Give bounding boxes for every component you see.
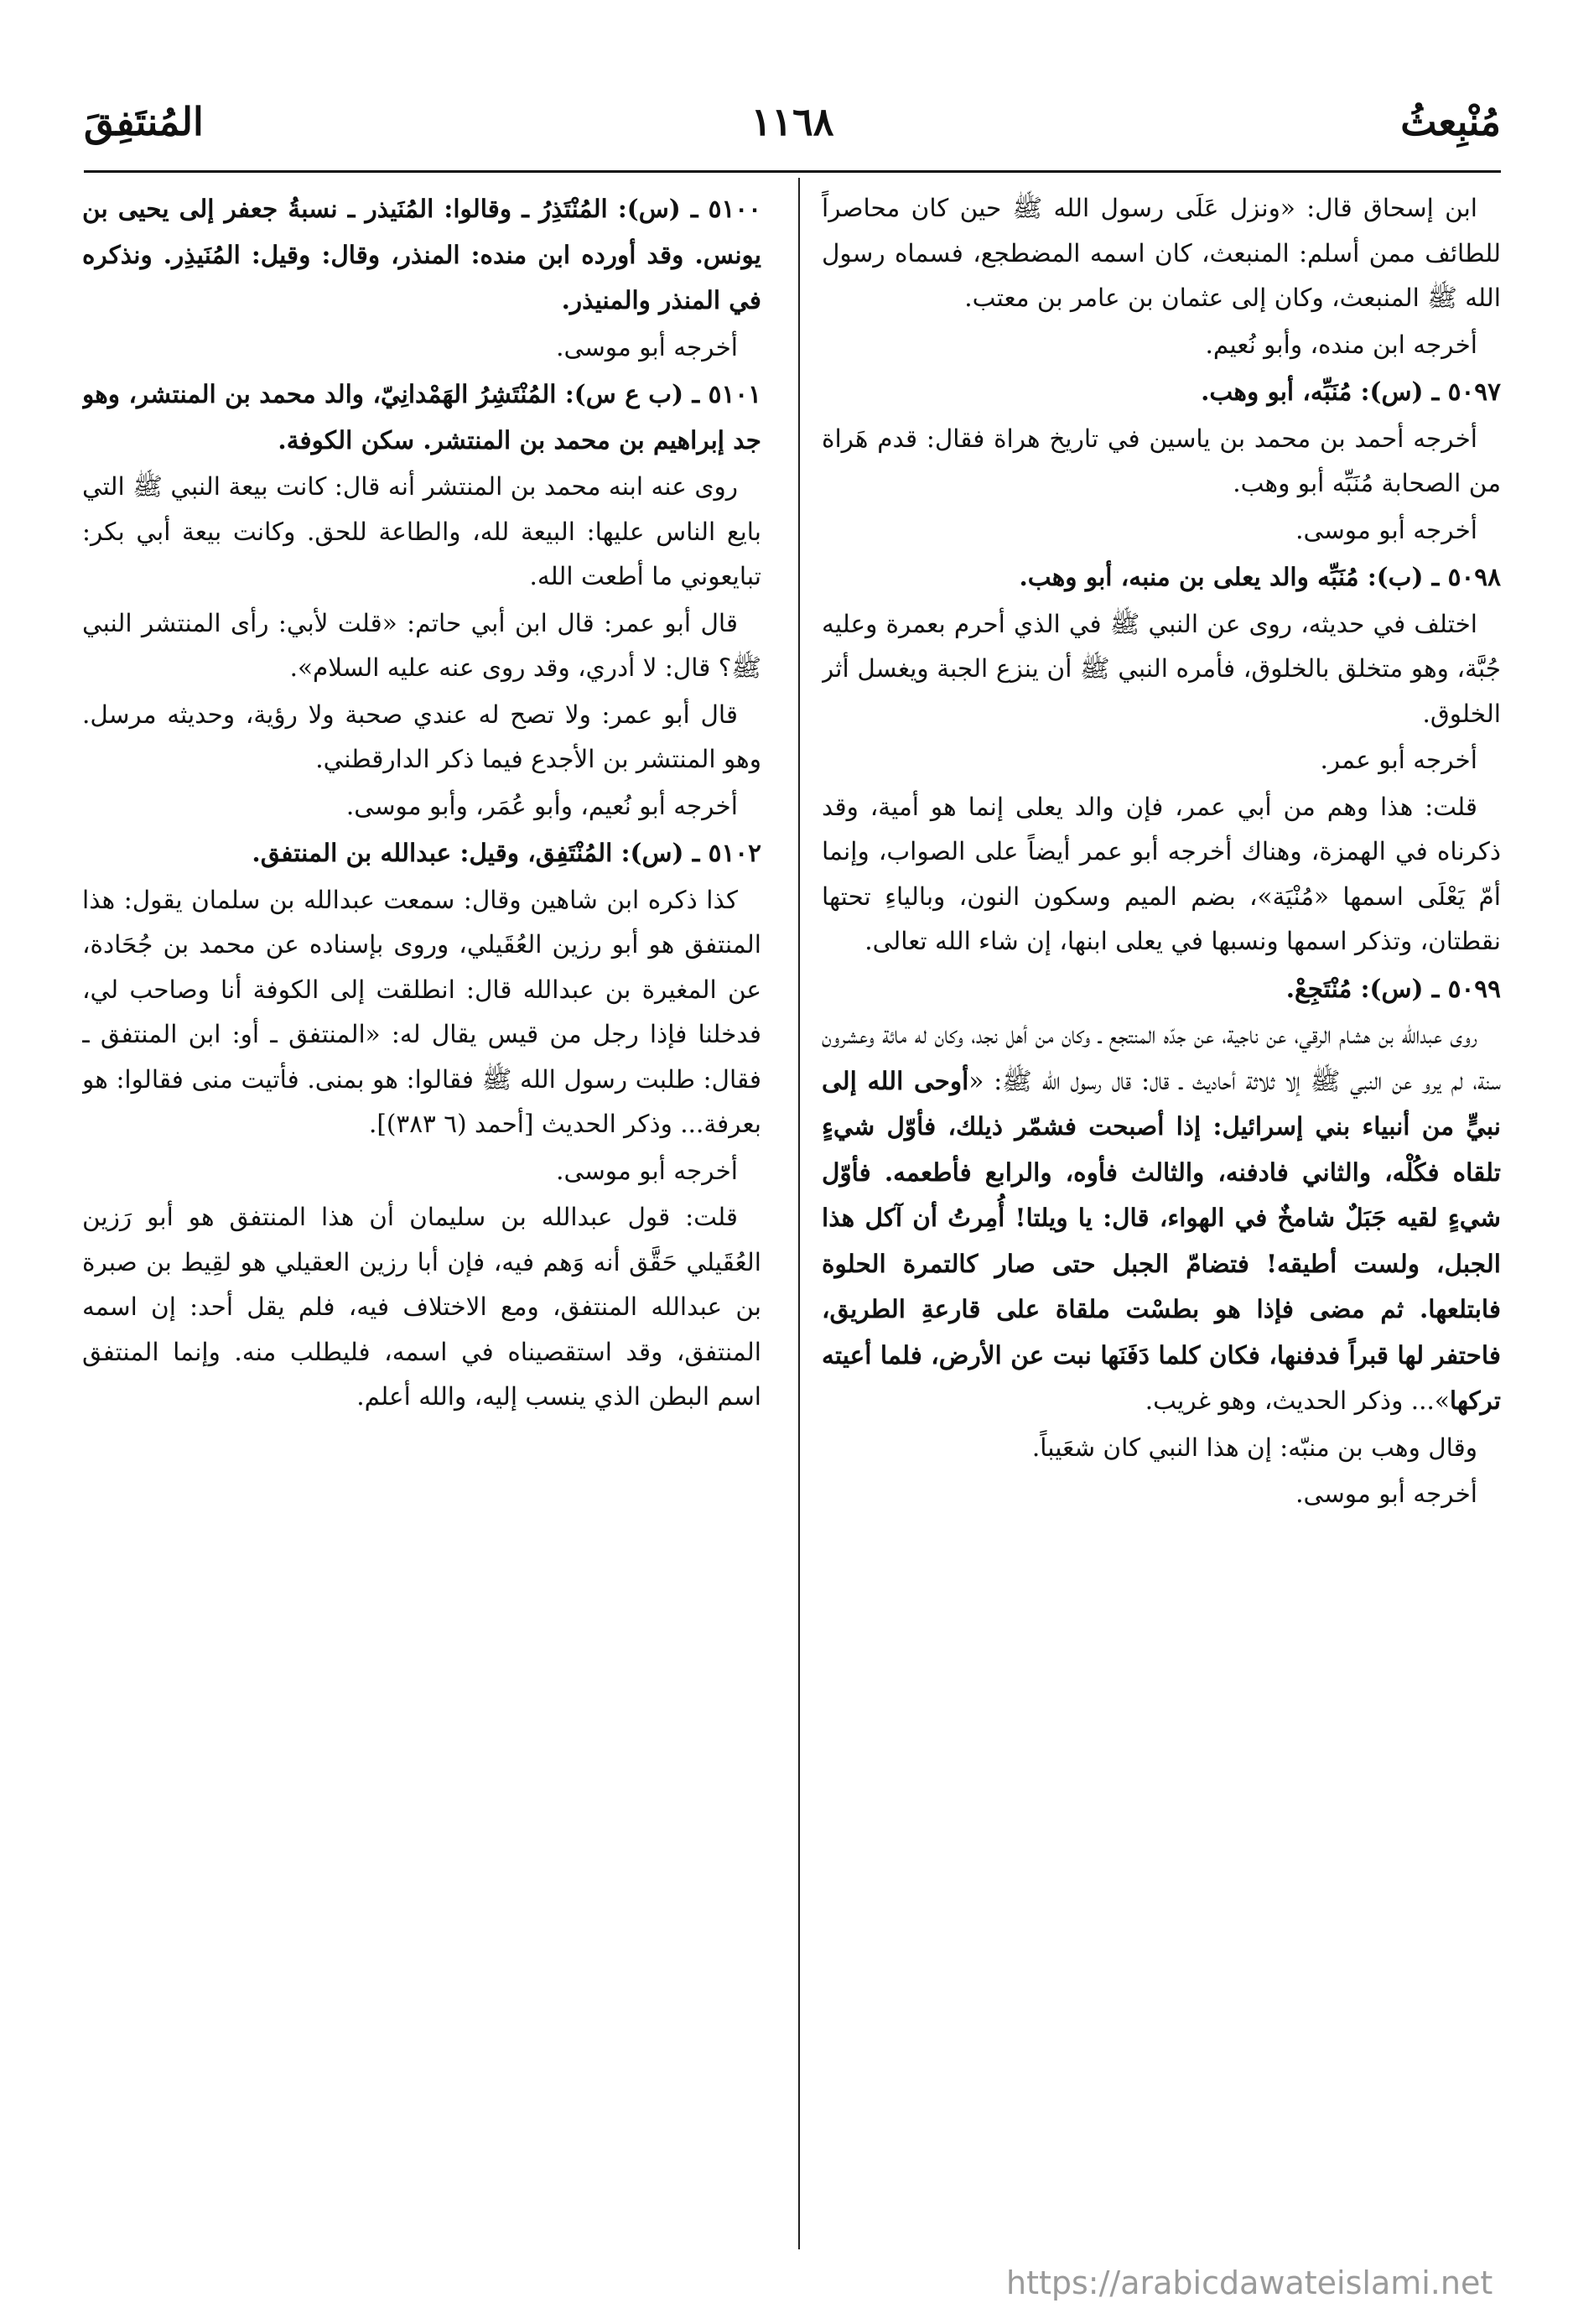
paragraph-text: ابن إسحاق قال: «ونزل عَلَى رسول الله ﷺ حين كان محاصراً للطائف ممن أسلم: المنبعث، كان اسمه المضطجع، فسماه رسول الله ﷺ المنبعث، وكان إلى عثمان بن عامر بن معتب.: [822, 194, 1501, 312]
right-column: [822, 186, 1501, 2258]
entry-number: ٥١٠٠: [708, 194, 761, 223]
paragraph-text: وقال وهب بن منبّه: إن هذا النبي كان شعَيباً.: [1031, 1432, 1477, 1462]
paragraph: [82, 325, 761, 371]
paragraph: [822, 602, 1501, 737]
header-rule: [84, 170, 1501, 173]
paragraph: [822, 738, 1501, 783]
paragraph-text: أخرجه أبو موسى.: [1295, 515, 1477, 544]
paragraph-tail: »... وذكر الحديث، وهو غريب.: [1145, 1386, 1450, 1415]
paragraph-text: قال أبو عمر: قال ابن أبي حاتم: «قلت لأبي: رأى المنتشر النبي ﷺ؟ قال: لا أدري، وقد روى عنه عليه السلام».: [82, 608, 761, 682]
paragraph-text: روى عبدالله بن هشام الرقي، عن ناجية، عن جدّه المنتجع ـ وكان من أهل نجد، وكان له مائة وعشرون سنة، لم يرو عن النبي ﷺ إلا ثلاثة أحاديث ـ قال: قال رسول الله ﷺ: «: [822, 1021, 1501, 1095]
paragraph: [82, 784, 761, 829]
paragraph: [822, 508, 1501, 554]
paragraph: [82, 693, 761, 782]
paragraph: [822, 1472, 1501, 1517]
paragraph: [822, 1013, 1501, 1424]
entry-title: ـ (س): المُنْتَذِرُ ـ وقالوا: المُنَيذر ـ نسبةُ جعفر إلى يحيى بن يونس. وقد أورده ابن منده: المنذر، وقال: وقيل: المُنَيذِر. ونذكره في المنذر والمنيذر.: [82, 194, 761, 315]
paragraph-text: أخرجه أبو عمر.: [1320, 746, 1477, 774]
paragraph-text: أخرجه أحمد بن محمد بن ياسين في تاريخ هراة فقال: قدم هَراة من الصحابة مُنَبِّه أبو وهب.: [822, 424, 1501, 497]
paragraph-text: أخرجه أبو موسى.: [556, 332, 738, 361]
paragraph-text: أخرجه أبو موسى.: [556, 1156, 738, 1185]
hadith-text: أوحى الله إلى نبيٍّ من أنبياء بني إسرائيل: إذا أصبحت فشمّر ذيلك، فأوّل شيءٍ تلقاه فكُلْه، والثاني فادفنه، والثالث فأوه، والرابع فأطعمه. فأوّل شيءٍ لقيه جَبَلٌ شامخٌ في الهواء، قال: يا ويلتا! أُمِرتُ أن آكل هذا الجبل، ولست أطيقه! فتضامّ الجبل حتى صار كالتمرة الحلوة فابتلعها. ثم مضى فإذا هو بطسْت ملقاة على قارعةِ الطريق، فاحتفر لها قبراً فدفنها، فكان كلما دَفَنَها نبت عن الأرض، فلما أعيته تركها: [822, 1065, 1501, 1415]
paragraph: [82, 1149, 761, 1194]
left-column: [82, 186, 761, 2258]
paragraph-text: أخرجه أبو موسى.: [1295, 1479, 1477, 1508]
paragraph-text: قال أبو عمر: ولا تصح له عندي صحبة ولا رؤية، وحديثه مرسل. وهو المنتشر بن الأجدع فيما ذكر الدارقطني.: [82, 699, 761, 773]
paragraph-text: اختلف في حديثه، روى عن النبي ﷺ في الذي أحرم بعمرة وعليه جُبَّة، وهو متخلق بالخلوق، فأمره النبي ﷺ أن ينزع الجبة ويغسل أثر الخلوق.: [822, 609, 1501, 728]
entry-number: ٥٠٩٧: [1447, 377, 1501, 406]
entry-heading: [822, 369, 1501, 415]
entry-heading: [82, 372, 761, 463]
paragraph: [822, 186, 1501, 321]
entry-number: ٥٠٩٩: [1447, 973, 1501, 1003]
page-number: ١١٦٨: [750, 99, 834, 144]
running-head-right: مُنْبِعثُ: [1400, 99, 1501, 144]
running-head-left: المُنتَفِقَ: [84, 99, 204, 144]
watermark-url: https://arabicdawateislami.net: [1006, 2264, 1493, 2301]
paragraph: [822, 785, 1501, 964]
paragraph: [822, 323, 1501, 368]
paragraph: [82, 601, 761, 691]
entry-title: ـ (ب): مُنَبِّه والد يعلى بن منبه، أبو وهب.: [1019, 562, 1448, 591]
paragraph: [822, 1426, 1501, 1471]
entry-heading: [822, 554, 1501, 600]
column-divider: [798, 178, 800, 2249]
entry-number: ٥١٠٢: [708, 838, 761, 867]
paragraph: [822, 417, 1501, 507]
paragraph-text: قلت: هذا وهم من أبي عمر، فإن والد يعلى إنما هو أمية، وقد ذكرناه في الهمزة، وهناك أخرجه أبو عمر أيضاً على الصواب، وإنما أمّ يَعْلَى اسمها «مُنْيَة»، بضم الميم وسكون النون، وبالياءِ تحتها نقطتان، وتذكر اسمها ونسبها في يعلى ابنها، إن شاء الله تعالى.: [822, 792, 1501, 955]
entry-heading: [82, 186, 761, 324]
paragraph: [82, 465, 761, 600]
paragraph-text: قلت: قول عبدالله بن سليمان أن هذا المنتفق هو أبو رَزين العُقَيلي حَقَّق أنه وَهم فيه، فإن أبا رزين العقيلي هو لقِيط بن صبرة بن عبدالله المنتفق، ومع الاختلاف فيه، فلم يقل أحد: إن اسمه المنتفق، وقد استقصيناه في اسمه، فليطلب منه. وإنما المنتفق اسم البطن الذي ينسب إليه، والله أعلم.: [82, 1203, 761, 1411]
paragraph: [82, 878, 761, 1147]
page-header: [84, 99, 1501, 158]
entry-title: ـ (س): المُنْتَفِق، وقيل: عبدالله بن المنتفق.: [252, 838, 709, 867]
entry-title: ـ (ب ع س): المُنْتَشِرُ الهَمْدانِيّ، والد محمد بن المنتشر، وهو جد إبراهيم بن محمد بن المنتشر. سكن الكوفة.: [82, 379, 761, 455]
entry-heading: [82, 830, 761, 876]
paragraph-text: روى عنه ابنه محمد بن المنتشر أنه قال: كانت بيعة النبي ﷺ التي بايع الناس عليها: البيعة لله، والطاعة للحق. وكانت بيعة أبي بكر: تبايعوني ما أطعت الله.: [82, 472, 761, 590]
entry-title: ـ (س): مُنْتَجِعْ.: [1285, 973, 1448, 1003]
paragraph-text: أخرجه أبو نُعيم، وأبو عُمَر، وأبو موسى.: [345, 791, 738, 820]
entry-heading: [822, 966, 1501, 1012]
entry-title: ـ (س): مُنَبِّه، أبو وهب.: [1201, 377, 1448, 406]
paragraph: [82, 1195, 761, 1420]
paragraph-text: أخرجه ابن منده، وأبو نُعيم.: [1205, 330, 1477, 359]
entry-number: ٥٠٩٨: [1447, 562, 1501, 591]
paragraph-text: كذا ذكره ابن شاهين وقال: سمعت عبدالله بن سلمان يقول: هذا المنتفق هو أبو رزين العُقَيلي، وروى بإسناده عن محمد بن جُحَادة، عن المغيرة بن عبدالله قال: انطلقت إلى الكوفة أنا وصاحب لي، فدخلنا فإذا رجل من قيس يقال له: «المنتفق ـ أو: ابن المنتفق ـ فقال: طلبت رسول الله ﷺ فقالوا: هو بمنى. فأتيت منى فقالوا: هو بعرفة... وذكر الحديث [أحمد (٦ ٣٨٣)].: [82, 885, 761, 1138]
entry-number: ٥١٠١: [708, 379, 761, 408]
